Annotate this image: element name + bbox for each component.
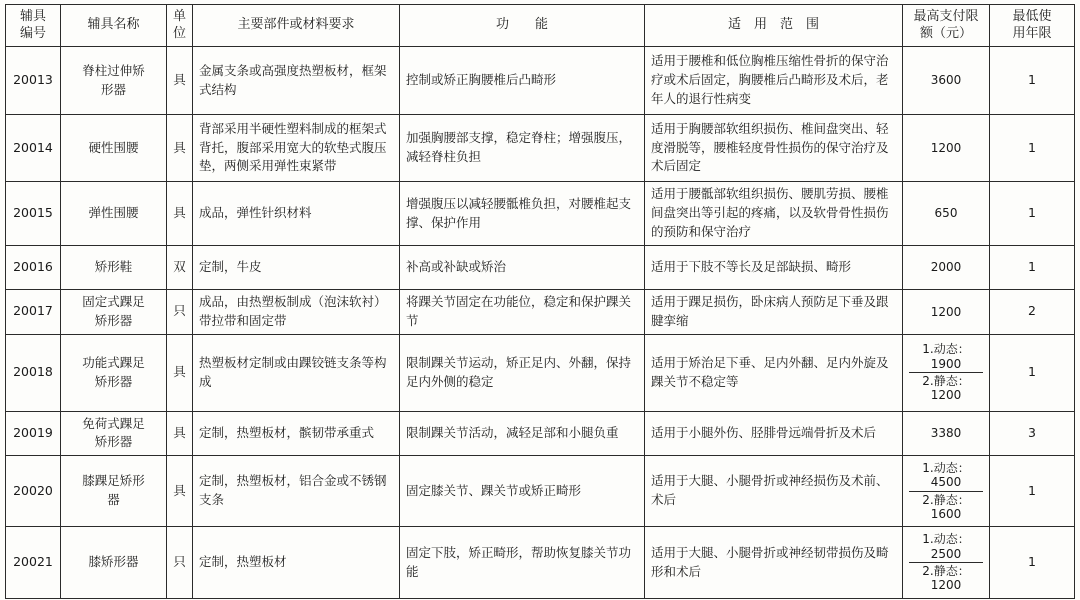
scope-cell: 适用于踝足损伤，卧床病人预防足下垂及跟腱挛缩 — [645, 290, 903, 335]
function-cell: 固定膝关节、踝关节或矫正畸形 — [400, 456, 645, 527]
parts-materials-cell: 成品，弹性针织材料 — [193, 182, 400, 246]
device-code-cell: 20015 — [6, 182, 61, 246]
cost-value: 3600 — [930, 73, 962, 88]
device-name-cell: 固定式踝足 矫形器 — [61, 290, 167, 335]
device-name-cell: 膝矫形器 — [61, 527, 167, 599]
device-code-cell: 20016 — [6, 246, 61, 290]
scope-cell: 适用于腰椎和低位胸椎压缩性骨折的保守治疗或术后固定，胸腰椎后凸畸形及术后，老年人的退行性病变 — [645, 47, 903, 115]
device-name-cell: 脊柱过伸矫 形器 — [61, 47, 167, 115]
scope-cell: 适用于下肢不等长及足部缺损、畸形 — [645, 246, 903, 290]
unit-cell: 具 — [167, 411, 193, 456]
scope-cell: 适用于腰骶部软组织损伤、腰肌劳损、腰椎间盘突出等引起的疼痛，以及软骨骨性损伤的预防和保守治疗 — [645, 182, 903, 246]
cost-value: 3380 — [930, 426, 962, 441]
device-name-cell: 功能式踝足 矫形器 — [61, 334, 167, 411]
cost-value: 2000 — [930, 260, 962, 275]
table-header-row — [6, 5, 1075, 47]
min-years-cell: 1 — [990, 47, 1075, 115]
parts-materials-cell: 金属支条或高强度热塑板材，框架式结构 — [193, 47, 400, 115]
parts-materials-cell: 定制，热塑板材 — [193, 527, 400, 599]
table-row — [6, 334, 1075, 411]
min-years-cell: 2 — [990, 290, 1075, 335]
table-body — [6, 47, 1075, 599]
device-code-cell: 20019 — [6, 411, 61, 456]
function-cell: 加强胸腰部支撑，稳定脊柱；增强腹压，减轻脊柱负担 — [400, 115, 645, 182]
table-row — [6, 47, 1075, 115]
header-unit: 单 位 — [167, 5, 193, 47]
min-years-cell: 1 — [990, 334, 1075, 411]
cost-value: 1.动态： 2500 — [922, 532, 970, 561]
device-name-cell: 硬性围腰 — [61, 115, 167, 182]
device-code-cell: 20013 — [6, 47, 61, 115]
unit-cell: 具 — [167, 47, 193, 115]
max-cost-cell — [903, 182, 990, 246]
table-row — [6, 411, 1075, 456]
scope-cell: 适用于小腿外伤、胫腓骨远端骨折及术后 — [645, 411, 903, 456]
function-cell: 将踝关节固定在功能位，稳定和保护踝关节 — [400, 290, 645, 335]
function-cell: 限制踝关节运动，矫正足内、外翻，保持足内外侧的稳定 — [400, 334, 645, 411]
scope-cell: 适用于矫治足下垂、足内外翻、足内外旋及踝关节不稳定等 — [645, 334, 903, 411]
parts-materials-cell: 定制，牛皮 — [193, 246, 400, 290]
parts-materials-cell: 成品，由热塑板制成（泡沫软衬）带拉带和固定带 — [193, 290, 400, 335]
device-code-cell: 20021 — [6, 527, 61, 599]
cost-value: 2.静态： 1200 — [909, 562, 983, 594]
parts-materials-cell: 定制，热塑板材，髌韧带承重式 — [193, 411, 400, 456]
assistive-device-table — [5, 4, 1075, 599]
function-cell: 增强腹压以减轻腰骶椎负担，对腰椎起支撑、保护作用 — [400, 182, 645, 246]
device-code-cell: 20014 — [6, 115, 61, 182]
cost-value: 650 — [934, 206, 958, 221]
unit-cell: 具 — [167, 334, 193, 411]
max-cost-cell — [903, 47, 990, 115]
scope-cell: 适用于胸腰部软组织损伤、椎间盘突出、轻度滑脱等，腰椎轻度骨性损伤的保守治疗及术后固定 — [645, 115, 903, 182]
unit-cell: 具 — [167, 182, 193, 246]
table-row — [6, 290, 1075, 335]
function-cell: 控制或矫正胸腰椎后凸畸形 — [400, 47, 645, 115]
device-name-cell: 矫形鞋 — [61, 246, 167, 290]
header-min-years: 最低使 用年限 — [990, 5, 1075, 47]
header-scope: 适 用 范 围 — [645, 5, 903, 47]
table-row — [6, 246, 1075, 290]
device-code-cell: 20018 — [6, 334, 61, 411]
max-cost-cell — [903, 456, 990, 527]
min-years-cell: 3 — [990, 411, 1075, 456]
header-max-cost: 最高支付限 额（元） — [903, 5, 990, 47]
min-years-cell: 1 — [990, 182, 1075, 246]
unit-cell: 具 — [167, 456, 193, 527]
device-name-cell: 弹性围腰 — [61, 182, 167, 246]
max-cost-cell — [903, 411, 990, 456]
cost-value: 1.动态： 4500 — [922, 460, 970, 490]
min-years-cell: 1 — [990, 115, 1075, 182]
parts-materials-cell: 定制，热塑板材，铝合金或不锈钢支条 — [193, 456, 400, 527]
unit-cell: 只 — [167, 527, 193, 599]
header-code: 辅具 编号 — [6, 5, 61, 47]
table-row — [6, 527, 1075, 599]
cost-value: 1200 — [930, 304, 962, 319]
table-row — [6, 456, 1075, 527]
unit-cell: 只 — [167, 290, 193, 335]
header-parts: 主要部件或材料要求 — [193, 5, 400, 47]
table-row — [6, 115, 1075, 182]
cost-value: 1.动态： 1900 — [922, 342, 970, 371]
function-cell: 补高或补缺或矫治 — [400, 246, 645, 290]
scope-cell: 适用于大腿、小腿骨折或神经损伤及术前、术后 — [645, 456, 903, 527]
max-cost-cell — [903, 246, 990, 290]
device-code-cell: 20020 — [6, 456, 61, 527]
cost-value: 1200 — [930, 140, 962, 155]
scope-cell: 适用于大腿、小腿骨折或神经韧带损伤及畸形和术后 — [645, 527, 903, 599]
max-cost-cell — [903, 290, 990, 335]
device-name-cell: 免荷式踝足 矫形器 — [61, 411, 167, 456]
unit-cell: 双 — [167, 246, 193, 290]
max-cost-cell — [903, 334, 990, 411]
header-name: 辅具名称 — [61, 5, 167, 47]
min-years-cell: 1 — [990, 246, 1075, 290]
min-years-cell: 1 — [990, 456, 1075, 527]
max-cost-cell — [903, 115, 990, 182]
parts-materials-cell: 热塑板材定制或由踝铰链支条等构成 — [193, 334, 400, 411]
function-cell: 固定下肢，矫正畸形，帮助恢复膝关节功能 — [400, 527, 645, 599]
unit-cell: 具 — [167, 115, 193, 182]
header-function: 功 能 — [400, 5, 645, 47]
cost-value: 2.静态： 1600 — [909, 491, 983, 523]
device-code-cell: 20017 — [6, 290, 61, 335]
min-years-cell: 1 — [990, 527, 1075, 599]
device-name-cell: 膝踝足矫形 器 — [61, 456, 167, 527]
max-cost-cell — [903, 527, 990, 599]
table-row — [6, 182, 1075, 246]
cost-value: 2.静态： 1200 — [909, 372, 983, 404]
parts-materials-cell: 背部采用半硬性塑料制成的框架式背托，腹部采用宽大的软垫式腹压垫，两侧采用弹性束紧带 — [193, 115, 400, 182]
function-cell: 限制踝关节活动，减轻足部和小腿负重 — [400, 411, 645, 456]
